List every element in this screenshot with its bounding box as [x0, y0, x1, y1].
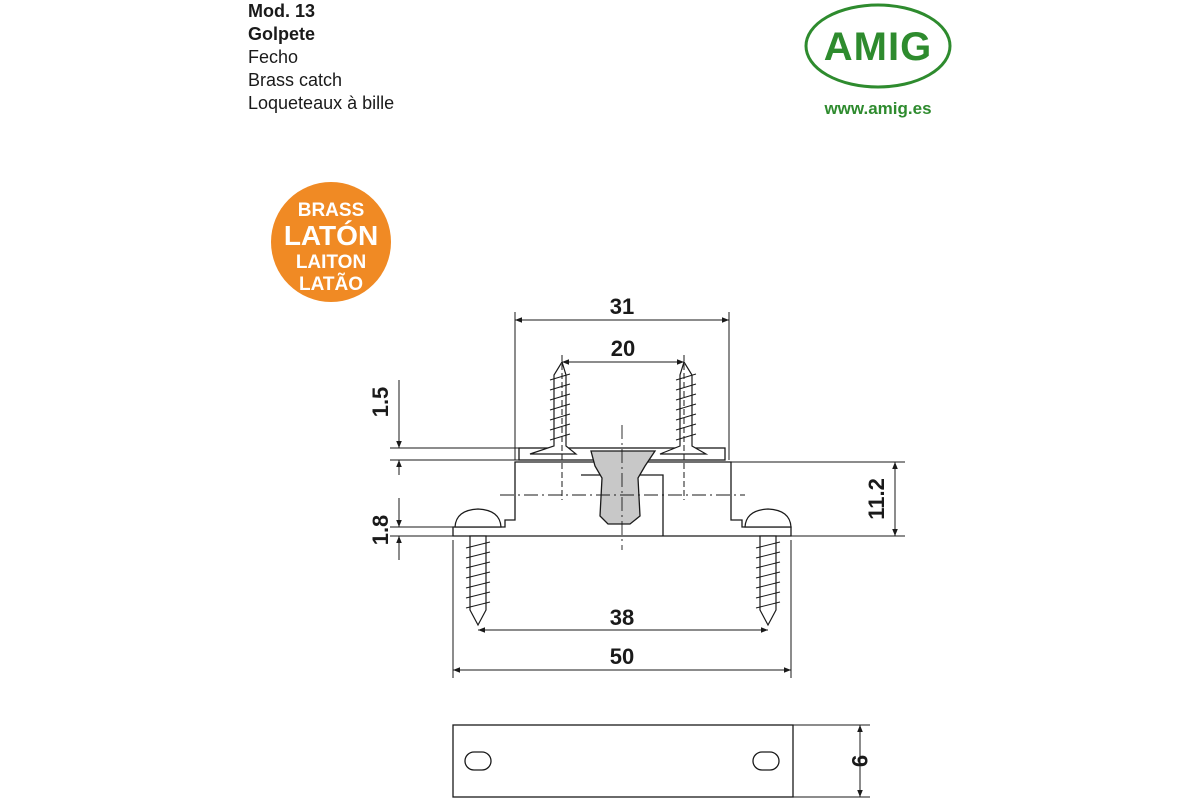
plan-plate	[453, 725, 793, 797]
dim-label-9: 9	[847, 754, 872, 768]
top-screw-left	[530, 362, 576, 454]
dim-label-50: 50	[609, 644, 635, 669]
product-name-en: Brass catch	[248, 70, 343, 90]
logo-wordmark: AMIG	[823, 25, 933, 69]
badge-line-laton: LATÓN	[283, 220, 379, 251]
material-badge	[271, 182, 391, 302]
logo-url[interactable]: www.amig.es	[824, 99, 932, 118]
top-screw-right	[660, 362, 706, 454]
dim-label-20: 20	[610, 336, 636, 361]
plan-slot-left	[465, 752, 491, 770]
badge-line-brass: BRASS	[297, 200, 365, 221]
dim-label-1-5: 1.5	[368, 386, 393, 418]
dim-label-31: 31	[609, 294, 635, 319]
product-name-es: Golpete	[248, 24, 316, 44]
badge-line-laiton: LAITON	[295, 252, 367, 273]
plan-slot-right	[753, 752, 779, 770]
product-name-fr: Loqueteaux à bille	[248, 93, 395, 113]
dim-label-1-8: 1.8	[368, 514, 393, 546]
model-number: Mod. 13	[248, 1, 316, 21]
plan-view	[453, 725, 793, 797]
badge-line-latao: LATÃO	[298, 274, 364, 295]
dim-label-11-2: 11.2	[864, 478, 889, 520]
top-screws	[530, 362, 706, 454]
product-name-pt: Fecho	[248, 47, 299, 67]
bottom-screw-left	[455, 509, 501, 625]
dim-label-38: 38	[609, 605, 635, 630]
bottom-screw-right	[745, 509, 791, 625]
